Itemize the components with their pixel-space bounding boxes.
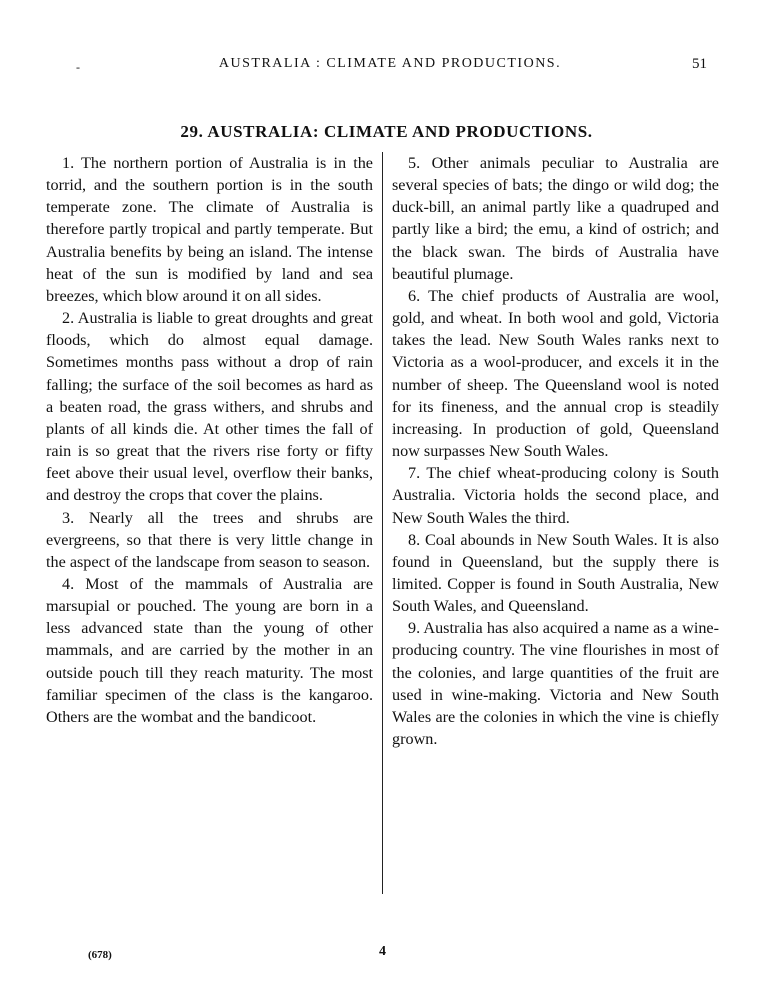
paragraph-1: 1. The northern portion of Australia is in the torrid, and the southern portion is in the south temperate zone. The climate of Australia is therefore partly tropical and partly temperate. But Australia benefits by being an island. The intense heat of the sun is modified by land and sea breezes, which blow around it on all sides.: [46, 154, 373, 305]
paragraph-4: 4. Most of the mammals of Australia are marsupial or pouched. The young are born in a less advanced state than the young of other mammals, and are carried by the mother in an outside pouch till they reach maturity. The most familiar specimen of the class is the kangaroo. Others are the wombat and the bandicoot.: [46, 574, 373, 726]
paragraph-7: 7. The chief wheat-producing colony is South Australia. Victoria holds the second place, and New South Wales the third.: [392, 464, 719, 527]
running-head: AUSTRALIA : CLIMATE AND PRODUCTIONS.: [218, 56, 562, 71]
stray-mark: -: [76, 60, 80, 74]
paragraph-9: 9. Australia has also acquired a name as a wine-producing country. The vine flourishes in most of the colonies, and large quantities of the fruit are used in wine-making. Victoria and New South Wales are the colonies in which the vine is chiefly grown.: [392, 619, 719, 749]
right-column: [392, 152, 719, 750]
print-code: (678): [88, 949, 112, 961]
paragraph-8: 8. Coal abounds in New South Wales. It is also found in Queensland, but the supply there is limited. Copper is found in South Australia, New South Wales, and Queensland.: [392, 530, 719, 616]
left-column: [46, 152, 373, 728]
column-divider: [382, 152, 383, 894]
page-number: 51: [692, 56, 707, 72]
article-title: 29. AUSTRALIA: CLIMATE AND PRODUCTIONS.: [180, 122, 593, 141]
paragraph-5: 5. Other animals peculiar to Australia are several species of bats; the dingo or wild dog; the duck-bill, an animal partly like a quadruped and partly like a bird; the emu, a kind of ostrich; and the black swan. The birds of Australia have beautiful plumage.: [392, 154, 719, 283]
paragraph-2: 2. Australia is liable to great droughts and great floods, which do almost equal damage. Sometimes months pass without a drop of rain falling; the surface of the soil becomes as hard as a beaten road, the grass withers, and shrubs and plants of all kinds die. At other times the fall of rain is so great that the rivers rise forty or fifty feet above their usual level, overflow their banks, and destroy the crops that cover the plains.: [46, 309, 373, 505]
paragraph-3: 3. Nearly all the trees and shrubs are evergreens, so that there is very little change in the aspect of the landscape from season to season.: [46, 508, 373, 571]
paragraph-6: 6. The chief products of Australia are wool, gold, and wheat. In both wool and gold, Victoria takes the lead. New South Wales ranks next to Victoria as a wool-producer, and excels it in the number of sheep. The Queensland wool is noted for its fineness, and the annual crop is steadily increasing. In production of gold, Queensland now surpasses New South Wales.: [392, 286, 719, 461]
signature-mark: 4: [379, 944, 386, 959]
